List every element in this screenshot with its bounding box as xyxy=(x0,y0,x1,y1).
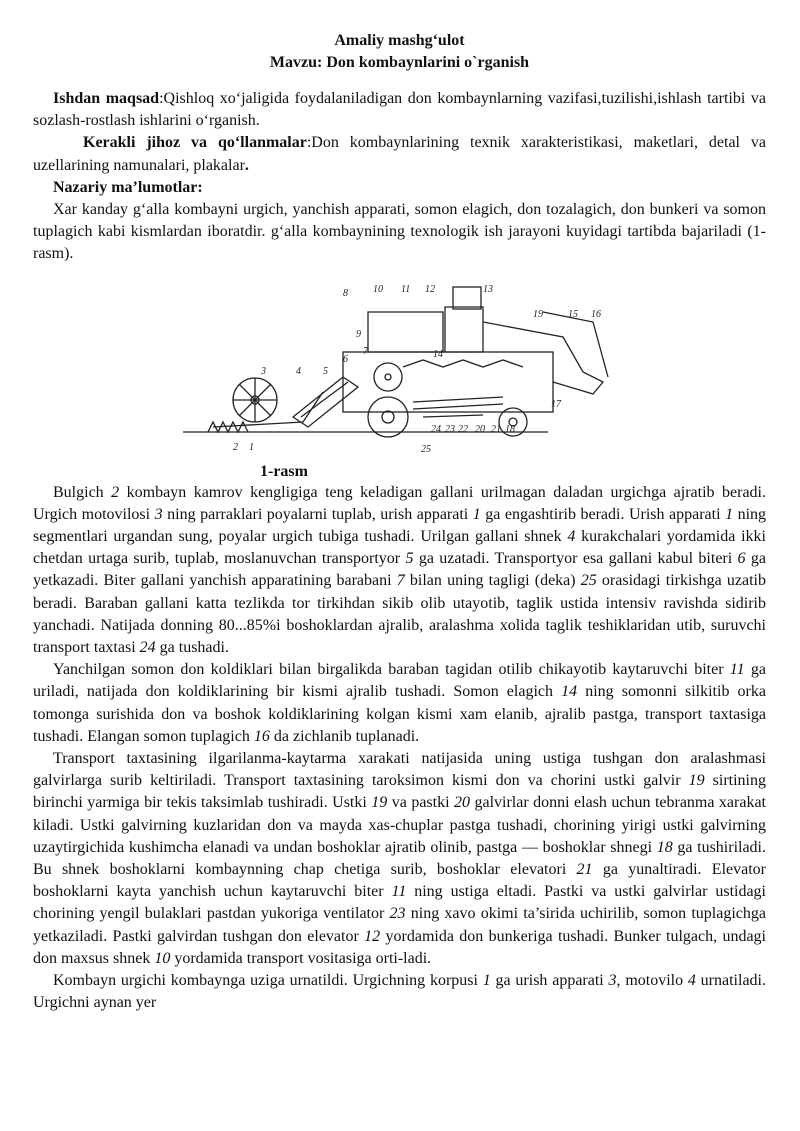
theory-heading-text: Nazariy ma’lumotlar: xyxy=(53,178,203,196)
combine-figure xyxy=(33,282,766,460)
fig-label-13: 13 xyxy=(483,283,493,295)
text-run: orasidagi tirkishga uzatib beradi. Baraban gallani katta tezlikda tor tirkihdan sikib olib utayotib, taglik ustida intensiv ravishda sidirib yanchadi. Natijada donning 80...85%i boshoklardan ajralib, aralashma xolida taglik teshiklaridan utib, suruvchi transport taxtasi xyxy=(33,572,766,657)
part-number: 19 xyxy=(688,772,705,790)
part-number: 11 xyxy=(391,883,407,901)
fig-label-23: 23 xyxy=(445,423,455,435)
fig-label-6: 6 xyxy=(343,353,348,365)
fig-label-18: 18 xyxy=(505,423,515,435)
part-number: 5 xyxy=(405,550,414,568)
fig-label-1: 1 xyxy=(249,441,254,453)
part-number: 4 xyxy=(687,972,696,990)
text-run: ning segmentlari urgandan sung, poyalar urgich tubiga tushadi. Urilgan gallani shnek xyxy=(33,505,767,546)
equipment-end: . xyxy=(244,156,249,174)
text-run: galvirlar donni elash uchun tebranma xarakat kiladi. Ustki galvirning kuzlaridan don va mayda xas-chuplar pastga tushadi, chorining yirigi ustki galvirning uzaytirgichida kushimcha elanadi va undan boshoklar ajratib olinib, pastga — boshoklar shnegi xyxy=(33,794,767,856)
fig-label-17: 17 xyxy=(551,398,561,410)
document-page xyxy=(33,30,766,1015)
fig-label-9: 9 xyxy=(356,328,361,340)
text-run: urnatiladi. Urgichni aynan yer xyxy=(33,972,766,1012)
part-number: 6 xyxy=(737,550,746,568)
text-run: ga engashtirib beradi. Urish apparati xyxy=(480,505,726,523)
text-run: Bulgich xyxy=(53,483,112,501)
part-number: 23 xyxy=(389,905,406,923)
fig-label-14: 14 xyxy=(433,348,443,360)
paragraph-4 xyxy=(33,970,766,1014)
fig-label-24: 24 xyxy=(431,423,441,435)
text-run: ga yetkazadi. Biter gallani yanchish apparatining barabani xyxy=(33,550,767,590)
fig-label-3: 3 xyxy=(261,365,266,377)
theory-heading xyxy=(33,177,766,199)
text-run: ga yunaltiradi. Elevator boshoklarni kayta yanchish uchun kaytaruvchi biter xyxy=(33,861,766,901)
text-run: yordamida don bunkeriga tushadi. Bunker tulgach, undagi don maxsus shnek xyxy=(33,927,766,967)
text-run: Yanchilgan somon don koldiklari bilan birgalikda baraban tagidan otilib chikayotib kaytaruvchi biter xyxy=(53,661,730,679)
part-number: 10 xyxy=(154,949,171,967)
part-number: 1 xyxy=(472,505,481,523)
part-number: 3 xyxy=(154,505,163,523)
fig-label-7: 7 xyxy=(363,345,368,357)
text-run: da zichlanib tuplanadi. xyxy=(269,727,420,745)
fig-label-12: 12 xyxy=(425,283,435,295)
goal-text: :Qishloq xo‘jaligida foydalaniladigan don kombaynlarning vazifasi,tuzilishi,ishlash tartibi va sozlash-rostlash ishlarini o‘rganish. xyxy=(33,90,766,130)
paragraph-1 xyxy=(33,482,766,660)
paragraph-2 xyxy=(33,659,766,748)
part-number: 18 xyxy=(656,838,673,856)
text-run: Transport taxtasining ilgarilanma-kaytarma xarakati natijasida uning ustiga tushgan don aralashmasi galvirlarga surib keltiriladi. Transport taxtasining taroksimon kismi don va chorini ustki galvir xyxy=(33,750,766,790)
part-number: 16 xyxy=(253,727,270,745)
fig-label-21: 21 xyxy=(491,423,501,435)
text-run: bilan uning tagligi (deka) xyxy=(404,572,581,590)
text-run: va pastki xyxy=(387,794,455,812)
text-run: ning parraklari poyalarni tuplab, urish apparati xyxy=(162,505,473,523)
part-number: 20 xyxy=(454,794,471,812)
text-run: ga uriladi, natijada don koldiklarining bir kismi ajralib tushadi. Somon elagich xyxy=(33,661,766,701)
equipment-text: :Don kombaynlarining texnik xarakteristikasi, maketlari, detal va uzellarining namunalari, plakalar xyxy=(33,134,767,174)
text-run: Kombayn urgichi kombaynga uziga urnatildi. Urgichning korpusi xyxy=(53,972,483,990)
fig-label-15: 15 xyxy=(568,308,578,320)
combine-harvester-diagram xyxy=(183,282,613,460)
equipment-label: Kerakli jihoz va qo‘llanmalar xyxy=(83,134,307,152)
fig-label-5: 5 xyxy=(323,365,328,377)
part-number: 1 xyxy=(482,972,491,990)
text-run: ga urish apparati xyxy=(490,972,609,990)
fig-label-16: 16 xyxy=(591,308,601,320)
text-run: ga uzatadi. Transportyor esa gallani kabul biteri xyxy=(413,550,738,568)
goal-paragraph xyxy=(33,88,766,132)
part-number: 12 xyxy=(364,927,381,945)
part-number: 1 xyxy=(725,505,734,523)
part-number: 4 xyxy=(567,528,576,546)
fig-label-19: 19 xyxy=(533,308,543,320)
part-number: 25 xyxy=(580,572,597,590)
part-number: 21 xyxy=(576,861,593,879)
text-run: ga tushadi. xyxy=(155,639,229,657)
fig-label-11: 11 xyxy=(401,283,411,295)
part-number: 19 xyxy=(371,794,388,812)
part-number: 14 xyxy=(561,683,578,701)
topic-label: Mavzu xyxy=(269,54,318,71)
part-number: 24 xyxy=(139,639,156,657)
text-run: , motovilo xyxy=(616,972,688,990)
topic-text: : Don kombaynlarini o`rganish xyxy=(317,54,530,71)
text-run: ning somonni silkitib orka tomonga surishida don va boshok koldiklarining kolgan kismi xam elanib, ajralib pastga, transport taxtasiga tushadi. Elangan somon tuplagich xyxy=(33,683,766,745)
text-run: kurakchalari yordamida ikki chetdan urtaga surib, tuplab, moslanuvchan transportyor xyxy=(33,528,767,568)
part-number: 3 xyxy=(608,972,617,990)
text-run: yordamida transport vositasiga orti-ladi. xyxy=(170,949,432,967)
fig-label-20: 20 xyxy=(475,423,485,435)
text-run: kombayn kamrov kengligiga teng keladigan gallani urilmagan daladan urgichga ajratib beradi. Urgich motovilosi xyxy=(33,483,767,523)
goal-label: Ishdan maqsad xyxy=(53,90,160,107)
fig-label-4: 4 xyxy=(296,365,301,377)
fig-label-22: 22 xyxy=(458,423,468,435)
fig-label-2: 2 xyxy=(233,441,238,453)
document-title: Amaliy mashg‘ulot xyxy=(334,32,465,49)
text-run: sirtining birinchi yarmiga bir tekis taksimlab tushiradi. Ustki xyxy=(33,772,766,812)
part-number: 11 xyxy=(729,661,745,679)
text-run: ning ustiga eltadi. Pastki va ustki galvirlar ustidagi chorining yengil bulaklari pastdan yukoriga ventilator xyxy=(33,883,767,923)
figure-caption: 1-rasm xyxy=(260,462,308,480)
intro-paragraph: Xar kanday g‘alla kombayni urgich, yanchish apparati, somon elagich, don tozalagich, don bunkeri va somon tuplagich kabi kismlardan iboratdir. g‘alla kombaynining texnologik ish jarayoni kuyidagi tartibda bajariladi (1- rasm). xyxy=(33,201,766,263)
part-number: 2 xyxy=(111,483,120,501)
fig-label-8: 8 xyxy=(343,287,348,299)
paragraph-3 xyxy=(33,748,766,970)
fig-label-25: 25 xyxy=(421,443,431,455)
text-run: ga tushiriladi. Bu shnek boshoklarni kombaynning chap chetiga surib, boshoklar elevatori xyxy=(33,838,767,879)
text-run: ning xavo okimi ta’sirida uchirilib, somon tuplagichga yetkaziladi. Pastki galvirdan tushgan don elevator xyxy=(33,905,766,945)
fig-label-10: 10 xyxy=(373,283,383,295)
equipment-paragraph xyxy=(33,132,766,176)
part-number: 7 xyxy=(396,572,405,590)
topic-line xyxy=(33,52,766,74)
